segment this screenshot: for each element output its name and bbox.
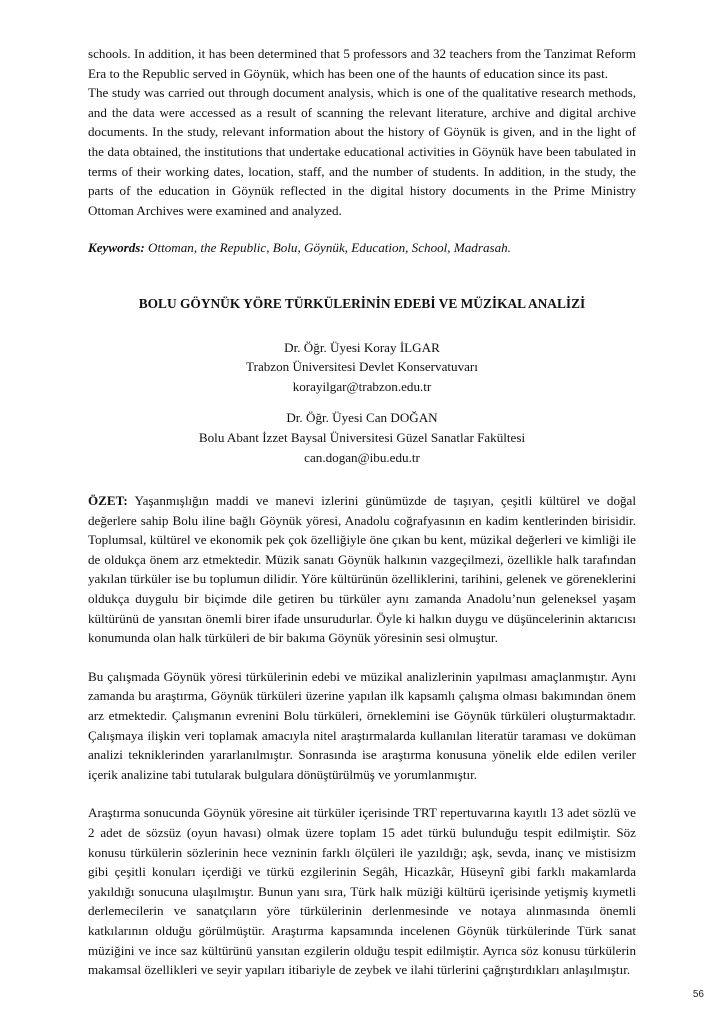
page-number: 56 bbox=[692, 989, 704, 1000]
author-name: Dr. Öğr. Üyesi Can DOĞAN bbox=[286, 410, 438, 426]
author-email: can.dogan@ibu.edu.tr bbox=[304, 449, 420, 465]
ozet-paragraph-2: Bu çalışmada Göynük yöresi türkülerinin edebi ve müzikal analizlerinin yapılması amaçlanmıştır. Aynı zamanda bu araştırma, Göynük türküleri üzerine yapılan ilk kapsamlı çalışma olması bakımından önem arz etmektedir. Çalışmanın evrenini Bolu türküleri, örneklemini ise Göynük türküleri oluşturmaktadır. Çalışmaya ilişkin veri toplamak amacıyla nitel araştırmalarda kullanılan literatür taraması ve doküman analizi tekniklerinden yararlanılmıştır. Sonrasında ise araştırma konusuna yönelik elde edilen veriler içerik analizine tabi tutularak bulgulara dönüştürülmüş ve yorumlanmıştır. bbox=[88, 668, 636, 782]
author-email: korayilgar@trabzon.edu.tr bbox=[292, 378, 432, 394]
paper-title: BOLU GÖYNÜK YÖRE TÜRKÜLERİNİN EDEBİ VE MÜZİKAL ANALİZİ bbox=[138, 295, 586, 311]
author-block-1 bbox=[88, 338, 636, 397]
ozet-label: ÖZET: bbox=[88, 493, 128, 509]
page-body bbox=[88, 44, 636, 980]
keywords-text: Ottoman, the Republic, Bolu, Göynük, Education, School, Madrasah. bbox=[144, 240, 511, 256]
ozet-paragraph-1 bbox=[88, 491, 636, 648]
keywords-line bbox=[88, 238, 636, 258]
english-abstract-paragraph-1: schools. In addition, it has been determined that 5 professors and 32 teachers from the Tanzimat Reform Era to the Republic served in Göynük, which has been one of the haunts of education since its past. bbox=[88, 46, 636, 81]
author-name: Dr. Öğr. Üyesi Koray İLGAR bbox=[284, 339, 440, 355]
author-affiliation: Trabzon Üniversitesi Devlet Konservatuvarı bbox=[246, 359, 478, 375]
author-affiliation: Bolu Abant İzzet Baysal Üniversitesi Güzel Sanatlar Fakültesi bbox=[198, 429, 526, 445]
ozet-paragraph-3: Araştırma sonucunda Göynük yöresine ait türküler içerisinde TRT repertuvarına kayıtlı 13 adet sözlü ve 2 adet de sözsüz (oyun havası) olmak üzere toplam 15 adet türkü bulunduğu tespit edilmiştir. Söz konusu türkülerin sözlerinin hece vezninin farklı ölçüleri ile yazıldığı; aşk, sevda, inanç ve mistisizm gibi çeşitli konuları içerdiği ve türkü ezgilerinin Segâh, Hicazkâr, Hüseynî gibi farklı makamlarda yakıldığı sonucuna ulaşılmıştır. Bunun yanı sıra, Türk halk müziği kültürü içerisinde yetişmiş kıymetli derlemecilerin ve sanatçıların yöre türkülerinin derlenmesinde ve notaya alınmasında önemli katkılarının olduğu görülmüştür. Araştırma kapsamında incelenen Göynük türkülerinde Türk sanat müziğini ve ince saz kültürünü yansıtan ezgilerin olduğu tespit edilmiştir. Ayrıca söz konusu türkülerin makamsal özellikleri ve seyir yapıları itibariyle de zeybek ve ilahi türlerini çağrıştırdıkları anlaşılmıştır. bbox=[88, 805, 636, 978]
keywords-label: Keywords: bbox=[88, 240, 145, 256]
author-block-2 bbox=[88, 408, 636, 467]
english-abstract-paragraph-2: The study was carried out through document analysis, which is one of the qualitative research methods, and the data were accessed as a result of scanning the relevant literature, archive and digital archive documents. In the study, relevant information about the history of Göynük is given, and in the light of the data obtained, the institutions that undertake educational activities in Göynük have been tabulated in terms of their working dates, location, staff, and the number of students. In addition, in the study, the parts of the education in Göynük reflected in the digital history documents in the Prime Ministry Ottoman Archives were examined and analyzed. bbox=[88, 85, 636, 218]
ozet-text: Yaşanmışlığın maddi ve manevi izlerini günümüzde de taşıyan, çeşitli kültürel ve doğal değerlere sahip Bolu iline bağlı Göynük yöresi, Anadolu coğrafyasının en kadim kentlerinden birisidir. Toplumsal, kültürel ve ekonomik pek çok özelliğiyle öne çıkan bu kent, müzikal değerleri ve kimliği ile de oldukça önem arz etmektedir. Müzik sanatı Göynük halkının vazgeçilmezi, özellikle halk tarafından yakılan türküler ise bu toplumun dilidir. Yöre kültürünün özelliklerini, tarihini, gelenek ve göreneklerini oldukça duygulu bir biçimde dile getiren bu türküler aynı zamanda Anadolu’nun geleneksel yaşam kültürünü de yansıtan önemli birer ifade unsurudurlar. Öyle ki halkın duygu ve düşüncelerinin aktarıcısı konumunda olan halk türküleri de bir bakıma Göynük yöresinin sesi olmuştur. bbox=[88, 493, 636, 646]
